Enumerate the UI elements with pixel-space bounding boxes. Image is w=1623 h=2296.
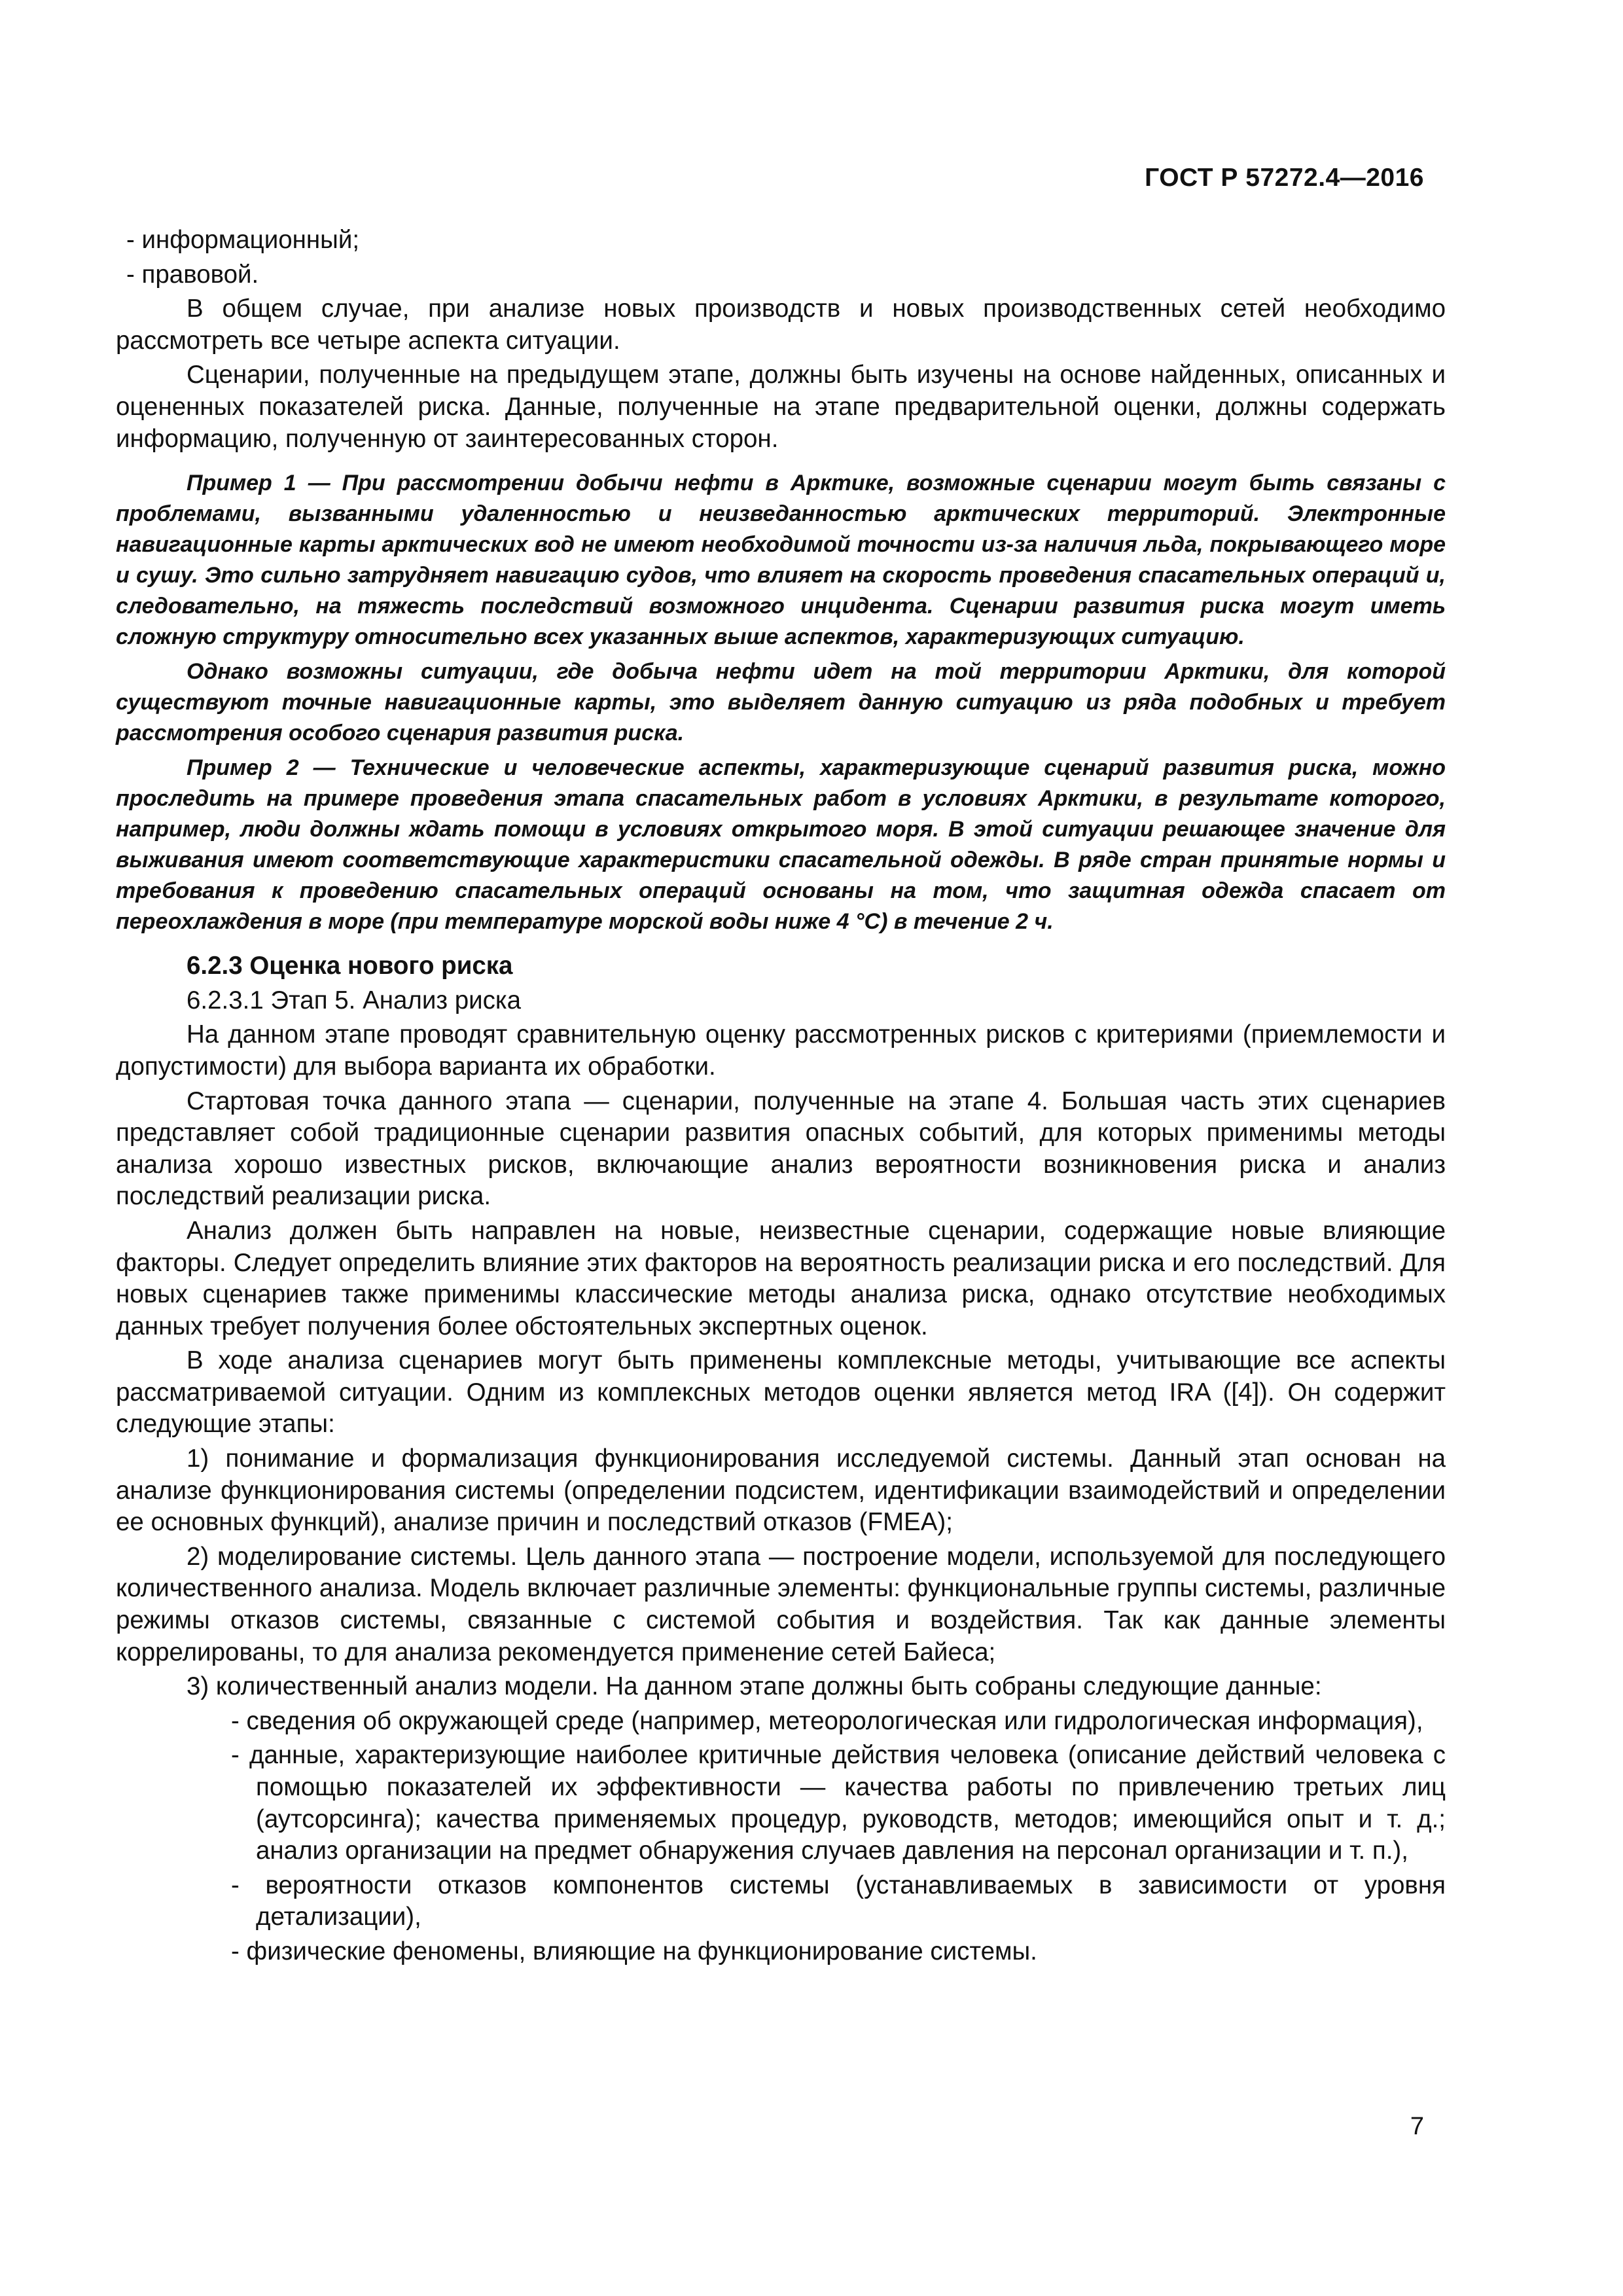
example-1: Пример 1 — При рассмотрении добычи нефти в Арктике, возможные сценарии могут быть связаны с проблемами, вызванными удаленностью и неизведанностью арктических территорий. Электронные навигационные карты арктических вод не имеют необходимой точности из-за наличия льда, покрывающего море и сушу. Это сильно затрудняет навигацию судов, что влияет на скорость проведения спасательных операций и, следовательно, на тяжесть последствий возможного инцидента. Сценарии развития риска могут иметь сложную структуру относительно всех указанных выше аспектов, характеризующих ситуацию. (116, 471, 1446, 650)
dash-item: - правовой. (126, 260, 259, 289)
document-body (116, 224, 1446, 1971)
numbered-item: 1) понимание и формализация функционирования исследуемой системы. Данный этап основан на анализе функционирования системы (определении подсистем, идентификации взаимодействий и определении ее основных функций), анализе причин и последствий отказов (FMEA); (116, 1444, 1446, 1537)
numbered-item: 3) количественный анализ модели. На данном этапе должны быть собраны следующие данные: (187, 1672, 1322, 1701)
document-number: ГОСТ Р 57272.4—2016 (1145, 164, 1424, 192)
sub-dash-item: - сведения об окружающей среде (например, метеорологическая или гидрологическая информация), (231, 1706, 1423, 1735)
dash-item: - информационный; (126, 226, 360, 254)
sub-dash-item: - физические феномены, влияющие на функционирование системы. (231, 1937, 1037, 1965)
paragraph: Стартовая точка данного этапа — сценарии, полученные на этапе 4. Большая часть этих сценариев представляет собой традиционные сценарии развития опасных событий, для которых применимы методы анализа хорошо известных рисков, включающие анализ вероятности возникновения риска и анализ последствий реализации риска. (116, 1086, 1446, 1211)
example-1-continuation: Однако возможны ситуации, где добыча нефти идет на той территории Арктики, для которой существуют точные навигационные карты, это выделяет данную ситуацию из ряда подобных и требует рассмотрения особого сценария развития риска. (116, 659, 1446, 746)
paragraph: В ходе анализа сценариев могут быть применены комплексные методы, учитывающие все аспекты рассматриваемой ситуации. Одним из комплексных методов оценки является метод IRA ([4]). Он содержит следующие этапы: (116, 1346, 1446, 1439)
sub-dash-item: - данные, характеризующие наиболее критичные действия человека (описание действий человека с помощью показателей их эффективности — качества работы по привлечению третьих лиц (аутсорсинга); качества применяемых процедур, руководств, методов; имеющийся опыт и т. д.; анализ организации на предмет обнаружения случаев давления на персонал организации и т. п.), (231, 1741, 1446, 1865)
paragraph: Сценарии, полученные на предыдущем этапе, должны быть изучены на основе найденных, описанных и оцененных показателей риска. Данные, полученные на этапе предварительной оценки, должны содержать информацию, полученную от заинтересованных сторон. (116, 361, 1446, 453)
example-2: Пример 2 — Технические и человеческие аспекты, характеризующие сценарий развития риска, можно проследить на примере проведения этапа спасательных работ в условиях Арктики, в результате которого, например, люди должны ждать помощи в условиях открытого моря. В этой ситуации решающее значение для выживания имеют соответствующие характеристики спасательной одежды. В ряде стран принятые нормы и требования к проведению спасательных операций основаны на том, что защитная одежда спасает от переохлаждения в море (при температуре морской воды ниже 4 °С) в течение 2 ч. (116, 755, 1446, 935)
section-heading: 6.2.3 Оценка нового риска (187, 952, 513, 980)
page-number: 7 (1410, 2113, 1424, 2140)
paragraph: Анализ должен быть направлен на новые, неизвестные сценарии, содержащие новые влияющие факторы. Следует определить влияние этих факторов на вероятность реализации риска и его последствий. Для новых сценариев также применимы классические методы анализа риска, однако отсутствие необходимых данных требует получения более обстоятельных экспертных оценок. (116, 1216, 1446, 1340)
subsection-heading: 6.2.3.1 Этап 5. Анализ риска (187, 986, 522, 1014)
numbered-item: 2) моделирование системы. Цель данного этапа — построение модели, используемой для последующего количественного анализа. Модель включает различные элементы: функциональные группы системы, различные режимы отказов системы, связанные с системой события и воздействия. Так как данные элементы коррелированы, то для анализа рекомендуется применение сетей Байеса; (116, 1542, 1446, 1666)
sub-dash-item: - вероятности отказов компонентов системы (устанавливаемых в зависимости от уровня детализации), (231, 1871, 1446, 1931)
paragraph: На данном этапе проводят сравнительную оценку рассмотренных рисков с критериями (приемлемости и допустимости) для выбора варианта их обработки. (116, 1020, 1446, 1081)
paragraph: В общем случае, при анализе новых производств и новых производственных сетей необходимо рассмотреть все четыре аспекта ситуации. (116, 295, 1446, 355)
